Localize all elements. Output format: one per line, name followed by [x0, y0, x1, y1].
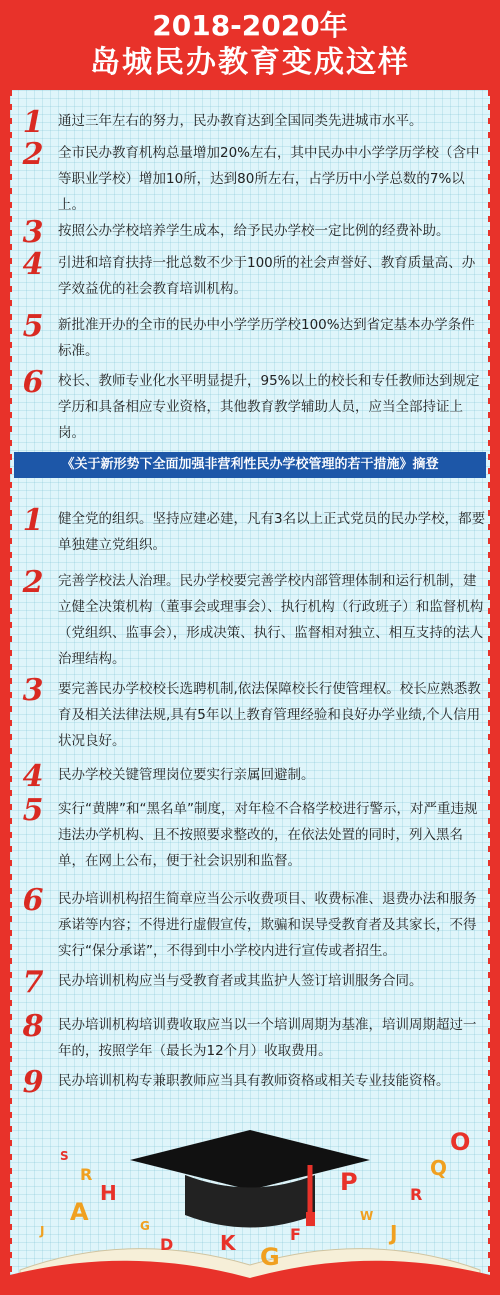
measure-text: 要完善民办学校校长选聘机制,依法保障校长行使管理权。校长应熟悉教育及相关法律法规,具有5年以上教育管理经验和良好办学业绩,个人信用状况良好。	[58, 681, 481, 749]
decorative-letter: J	[40, 1224, 45, 1238]
measure-number: 8	[22, 1009, 44, 1044]
measure-number: 2	[22, 565, 44, 600]
goal-number: 4	[22, 247, 44, 282]
title-year-range: 2018-2020年	[152, 9, 348, 42]
goal-text: 按照公办学校培养学生成本，给予民办学校一定比例的经费补助。	[58, 223, 450, 239]
measure-number: 1	[22, 503, 44, 538]
decorative-letter: G	[140, 1219, 150, 1233]
measure-number: 6	[22, 883, 44, 918]
spiral-right	[488, 90, 500, 1275]
book-graduation-cap-icon	[10, 1120, 490, 1280]
goal-number: 5	[22, 309, 44, 344]
decorative-letter: H	[100, 1181, 117, 1205]
decorative-letter: D	[160, 1235, 174, 1254]
title-main: 岛城民办教育变成这样	[90, 45, 410, 80]
goal-text: 通过三年左右的努力，民办教育达到全国同类先进城市水平。	[58, 113, 423, 129]
book-illustration	[10, 1120, 490, 1280]
decorative-letter: S	[60, 1149, 69, 1163]
measure-text: 完善学校法人治理。民办学校要完善学校内部管理体制和运行机制，建立健全决策机构（董事会或理事会）、执行机构（行政班子）和监督机构（党组织、监事会），形成决策、执行、监督相对独立、相互支持的法人治理结构。	[58, 573, 484, 667]
measure-text: 民办培训机构招生简章应当公示收费项目、收费标准、退费办法和服务承诺等内容；不得进行虚假宣传，欺骗和误导受教育者及其家长，不得实行“保分承诺”，不得到中小学校内进行宣传或者招生。	[58, 891, 477, 959]
goal-text: 校长、教师专业化水平明显提升，95%以上的校长和专任教师达到规定学历和具备相应专业资格，其他教育教学辅助人员，应当全部持证上岗。	[58, 373, 480, 441]
measure-number: 3	[22, 673, 44, 708]
decorative-letter: F	[290, 1225, 301, 1244]
goal-number: 1	[22, 105, 44, 140]
measure-text: 民办学校关键管理岗位要实行亲属回避制。	[58, 767, 315, 783]
measure-text: 民办培训机构培训费收取应当以一个培训周期为基准，培训周期超过一年的，按照学年（最长为12个月）收取费用。	[58, 1017, 477, 1059]
goal-number: 3	[22, 215, 44, 250]
decorative-letter: K	[220, 1231, 236, 1255]
measure-number: 9	[22, 1065, 44, 1100]
goal-text: 新批准开办的全市的民办中小学学历学校100%达到省定基本办学条件标准。	[58, 317, 475, 359]
decorative-letter: O	[450, 1128, 471, 1156]
measure-text: 民办培训机构应当与受教育者或其监护人签订培训服务合同。	[58, 973, 423, 989]
decorative-letter: Q	[430, 1156, 448, 1180]
decorative-letter: R	[80, 1165, 93, 1184]
decorative-letter: G	[260, 1243, 280, 1271]
goal-text: 引进和培育扶持一批总数不少于100所的社会声誉好、教育质量高、办学效益优的社会教育培训机构。	[58, 255, 476, 297]
measure-number: 7	[22, 965, 44, 1000]
tassel-end	[306, 1212, 315, 1226]
goal-number: 2	[22, 137, 44, 172]
measure-number: 5	[22, 793, 44, 828]
decorative-letter: A	[70, 1198, 89, 1226]
decorative-letter: W	[360, 1209, 374, 1223]
decorative-letter: P	[340, 1168, 358, 1196]
section-banner: 《关于新形势下全面加强非营利性民办学校管理的若干措施》摘登	[14, 452, 486, 478]
decorative-letter: J	[390, 1221, 398, 1245]
measure-number: 4	[22, 759, 44, 794]
page-title	[28, 8, 472, 82]
measure-text: 实行“黄牌”和“黑名单”制度，对年检不合格学校进行警示，对严重违规违法办学机构、且不按照要求整改的，在依法处置的同时，列入黑名单，在网上公布，便于社会识别和监督。	[58, 801, 478, 869]
measure-text: 民办培训机构专兼职教师应当具有教师资格或相关专业技能资格。	[58, 1073, 450, 1089]
measure-text: 健全党的组织。坚持应建必建，凡有3名以上正式党员的民办学校，都要单独建立党组织。	[58, 511, 486, 553]
goal-number: 6	[22, 365, 44, 400]
cap-board	[130, 1130, 370, 1190]
spiral-left	[0, 90, 12, 1275]
decorative-letter: R	[410, 1185, 423, 1204]
goal-text: 全市民办教育机构总量增加20%左右，其中民办中小学学历学校（含中等职业学校）增加10所，达到80所左右，占学历中小学总数的7%以上。	[58, 145, 480, 213]
